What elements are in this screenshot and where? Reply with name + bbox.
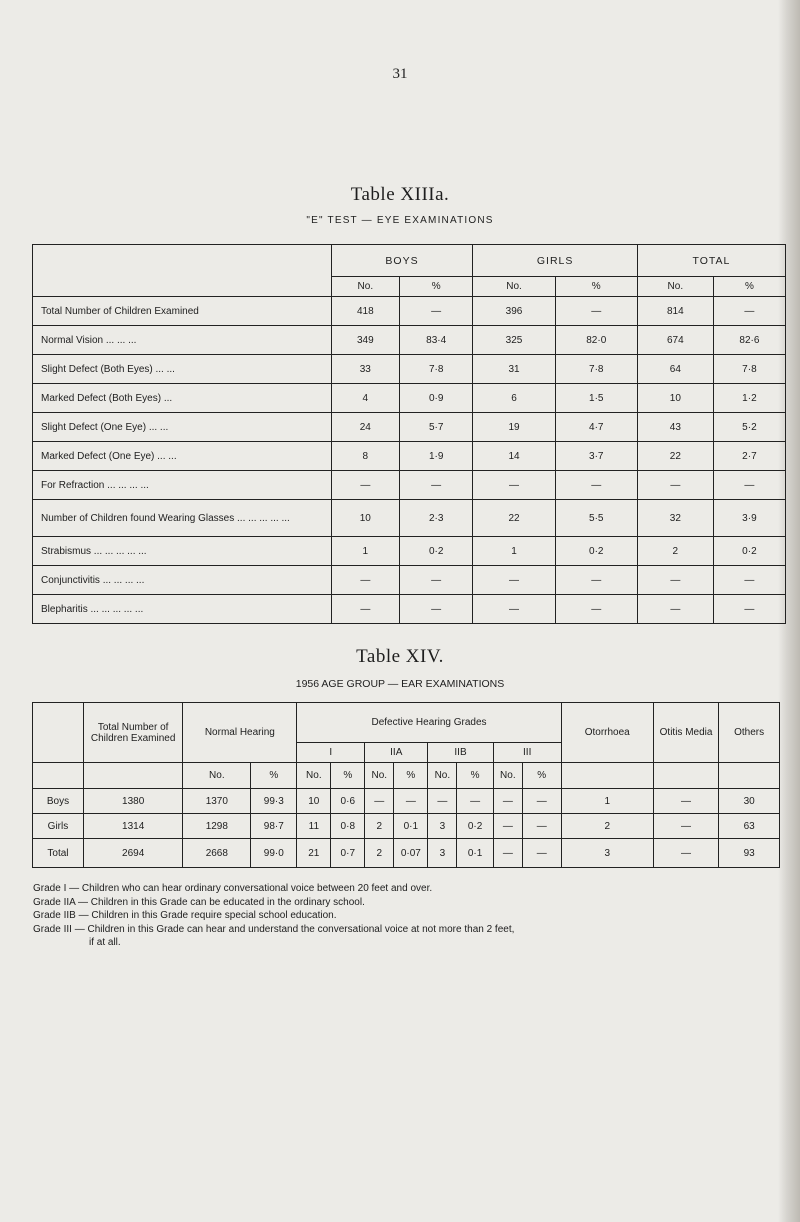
units-blank	[719, 763, 780, 789]
row-label: Total Number of Children Examined	[33, 297, 332, 326]
table-cell: 1·9	[399, 442, 472, 471]
table-cell: 2694	[83, 839, 182, 868]
table-cell: 1·2	[713, 384, 785, 413]
table-13-corner	[33, 245, 332, 297]
table-cell: 0·2	[713, 537, 785, 566]
table-cell: —	[399, 595, 472, 624]
table-14-subtitle: 1956 AGE GROUP — EAR EXAMINATIONS	[295, 678, 505, 690]
otorrhoea-header: Otorrhoea	[561, 703, 653, 763]
unit-header: %	[522, 763, 561, 789]
table-14-title: Table XIV.	[356, 646, 444, 667]
table-cell: 21	[297, 839, 331, 868]
grade-note-text: — Children in this Grade can hear and understand the conversational voice at not more than 2 feet,	[74, 923, 515, 935]
grade-iia-header: IIA	[365, 743, 428, 763]
table-cell: 22	[637, 442, 713, 471]
unit-header: No.	[183, 763, 251, 789]
row-label: Strabismus ... ... ... ... ...	[33, 537, 332, 566]
table-cell: 349	[331, 326, 399, 355]
table-row	[33, 566, 786, 595]
girls-header: GIRLS	[473, 245, 638, 277]
ear-examinations-table	[32, 702, 780, 868]
table-cell: 2	[365, 814, 394, 839]
grade-iii-header: III	[493, 743, 561, 763]
table-cell: 30	[719, 789, 780, 814]
table-cell: —	[555, 297, 637, 326]
grade-note	[33, 909, 773, 923]
table-14-corner	[33, 703, 84, 763]
table-row	[33, 814, 780, 839]
table-cell: —	[713, 595, 785, 624]
column-header: %	[555, 277, 637, 297]
table-cell: 4·7	[555, 413, 637, 442]
table-cell: 418	[331, 297, 399, 326]
row-label: Blepharitis ... ... ... ... ...	[33, 595, 332, 624]
grade-note-label: Grade III	[33, 923, 72, 935]
table-cell: 1·5	[555, 384, 637, 413]
table-cell: 43	[637, 413, 713, 442]
column-header: No.	[331, 277, 399, 297]
grade-note	[33, 882, 773, 896]
total-header: TOTAL	[637, 245, 785, 277]
grade-iib-header: IIB	[428, 743, 493, 763]
table-cell: —	[394, 789, 428, 814]
table-cell: —	[493, 814, 522, 839]
unit-header: %	[251, 763, 297, 789]
row-label: Conjunctivitis ... ... ... ...	[33, 566, 332, 595]
table-cell: 1	[331, 537, 399, 566]
grade-note	[33, 896, 773, 910]
row-label: Marked Defect (One Eye) ... ...	[33, 442, 332, 471]
table-cell: 2	[365, 839, 394, 868]
table-cell: —	[473, 566, 555, 595]
column-header: %	[713, 277, 785, 297]
grade-note-text: — Children in this Grade require special school education.	[78, 910, 337, 921]
table-cell: —	[522, 839, 561, 868]
table-cell: —	[457, 789, 493, 814]
units-blank	[33, 763, 84, 789]
table-cell: —	[713, 471, 785, 500]
table-cell: 83·4	[399, 326, 472, 355]
grade-note-label: Grade IIB	[33, 910, 76, 921]
table-cell: 19	[473, 413, 555, 442]
table-cell: 1298	[183, 814, 251, 839]
unit-header: No.	[428, 763, 457, 789]
units-blank	[83, 763, 182, 789]
table-cell: —	[653, 839, 718, 868]
table-cell: 2	[561, 814, 653, 839]
table-cell: 396	[473, 297, 555, 326]
table-cell: —	[493, 839, 522, 868]
table-cell: 325	[473, 326, 555, 355]
table-cell: —	[637, 566, 713, 595]
table-row	[33, 537, 786, 566]
table-cell: 1370	[183, 789, 251, 814]
table-cell: 4	[331, 384, 399, 413]
page-number: 31	[392, 66, 408, 82]
table-cell: —	[473, 595, 555, 624]
table-cell: 1380	[83, 789, 182, 814]
table-cell: —	[399, 566, 472, 595]
table-cell: 24	[331, 413, 399, 442]
units-blank	[561, 763, 653, 789]
unit-header: %	[394, 763, 428, 789]
table-cell: 3·9	[713, 500, 785, 537]
table-cell: 99·0	[251, 839, 297, 868]
row-label: Normal Vision ... ... ...	[33, 326, 332, 355]
table-cell: 0·6	[331, 789, 365, 814]
table-cell: —	[713, 566, 785, 595]
grade-i-header: I	[297, 743, 365, 763]
row-label: Girls	[33, 814, 84, 839]
table-cell: 99·3	[251, 789, 297, 814]
unit-header: No.	[365, 763, 394, 789]
table-row	[33, 384, 786, 413]
grade-note	[33, 923, 773, 937]
table-row	[33, 326, 786, 355]
row-label: Slight Defect (One Eye) ... ...	[33, 413, 332, 442]
table-cell: 31	[473, 355, 555, 384]
table-13-title: Table XIIIa.	[350, 184, 450, 205]
unit-header: No.	[297, 763, 331, 789]
table-cell: 0·1	[457, 839, 493, 868]
table-cell: —	[555, 566, 637, 595]
table-cell: —	[331, 595, 399, 624]
table-cell: 98·7	[251, 814, 297, 839]
table-cell: 33	[331, 355, 399, 384]
table-row	[33, 355, 786, 384]
table-cell: 7·8	[713, 355, 785, 384]
table-cell: 2668	[183, 839, 251, 868]
table-cell: 82·0	[555, 326, 637, 355]
unit-header: %	[331, 763, 365, 789]
table-cell: 2·3	[399, 500, 472, 537]
table-cell: 1314	[83, 814, 182, 839]
table-cell: 0·8	[331, 814, 365, 839]
defective-hearing-header: Defective Hearing Grades	[297, 703, 561, 743]
otitis-media-header: Otitis Media	[653, 703, 718, 763]
table-cell: 3	[428, 814, 457, 839]
row-label: Total	[33, 839, 84, 868]
table-row	[33, 500, 786, 537]
table-cell: —	[637, 471, 713, 500]
column-header: No.	[473, 277, 555, 297]
table-cell: 93	[719, 839, 780, 868]
unit-header: %	[457, 763, 493, 789]
grade-note-continuation: if at all.	[89, 937, 121, 948]
grade-note-label: Grade I	[33, 883, 67, 894]
table-row	[33, 789, 780, 814]
table-row	[33, 297, 786, 326]
column-header: No.	[637, 277, 713, 297]
table-cell: 7·8	[399, 355, 472, 384]
table-cell: —	[713, 297, 785, 326]
column-header: %	[399, 277, 472, 297]
table-cell: —	[555, 471, 637, 500]
table-cell: —	[653, 789, 718, 814]
table-cell: 1	[561, 789, 653, 814]
row-label: Slight Defect (Both Eyes) ... ...	[33, 355, 332, 384]
table-cell: 10	[637, 384, 713, 413]
grade-notes	[33, 882, 773, 950]
grade-note-text: — Children who can hear ordinary conversational voice between 20 feet and over.	[69, 883, 433, 894]
table-cell: 2	[637, 537, 713, 566]
table-cell: 674	[637, 326, 713, 355]
table-cell: —	[522, 789, 561, 814]
boys-header: BOYS	[331, 245, 473, 277]
table-cell: 0·07	[394, 839, 428, 868]
table-cell: —	[555, 595, 637, 624]
table-cell: —	[399, 471, 472, 500]
table-row	[33, 442, 786, 471]
table-cell: 10	[331, 500, 399, 537]
table-cell: 0·7	[331, 839, 365, 868]
table-cell: 82·6	[713, 326, 785, 355]
table-cell: —	[653, 814, 718, 839]
units-blank	[653, 763, 718, 789]
table-row	[33, 839, 780, 868]
table-cell: 0·1	[394, 814, 428, 839]
table-cell: 0·2	[399, 537, 472, 566]
table-cell: —	[331, 471, 399, 500]
table-cell: —	[331, 566, 399, 595]
table-cell: 64	[637, 355, 713, 384]
table-cell: 11	[297, 814, 331, 839]
table-cell: 5·7	[399, 413, 472, 442]
table-cell: 2·7	[713, 442, 785, 471]
table-cell: 814	[637, 297, 713, 326]
table-cell: —	[399, 297, 472, 326]
table-cell: 0·2	[457, 814, 493, 839]
table-cell: 6	[473, 384, 555, 413]
eye-examinations-table	[32, 244, 786, 624]
others-header: Others	[719, 703, 780, 763]
table-cell: —	[637, 595, 713, 624]
row-label: Marked Defect (Both Eyes) ...	[33, 384, 332, 413]
row-label: Boys	[33, 789, 84, 814]
table-row	[33, 595, 786, 624]
grade-note-label: Grade IIA	[33, 896, 76, 908]
table-cell: 3	[428, 839, 457, 868]
table-cell: 1	[473, 537, 555, 566]
table-cell: 14	[473, 442, 555, 471]
table-13-subtitle: "E" TEST — EYE EXAMINATIONS	[306, 215, 494, 226]
table-cell: 0·9	[399, 384, 472, 413]
row-label: Number of Children found Wearing Glasses ... ... ... ... ...	[33, 500, 332, 537]
total-examined-header: Total Number of Children Examined	[83, 703, 182, 763]
table-cell: —	[473, 471, 555, 500]
table-cell: 3	[561, 839, 653, 868]
table-cell: 8	[331, 442, 399, 471]
table-cell: —	[365, 789, 394, 814]
table-cell: 10	[297, 789, 331, 814]
table-cell: —	[428, 789, 457, 814]
table-row	[33, 413, 786, 442]
table-cell: 63	[719, 814, 780, 839]
normal-hearing-header: Normal Hearing	[183, 703, 297, 763]
table-cell: 5·2	[713, 413, 785, 442]
row-label: For Refraction ... ... ... ...	[33, 471, 332, 500]
table-cell: 5·5	[555, 500, 637, 537]
table-cell: 22	[473, 500, 555, 537]
grade-note-text: — Children in this Grade can be educated in the ordinary school.	[78, 896, 365, 908]
table-cell: 3·7	[555, 442, 637, 471]
table-row	[33, 471, 786, 500]
table-cell: 32	[637, 500, 713, 537]
table-cell: —	[493, 789, 522, 814]
table-cell: —	[522, 814, 561, 839]
table-cell: 0·2	[555, 537, 637, 566]
unit-header: No.	[493, 763, 522, 789]
table-cell: 7·8	[555, 355, 637, 384]
